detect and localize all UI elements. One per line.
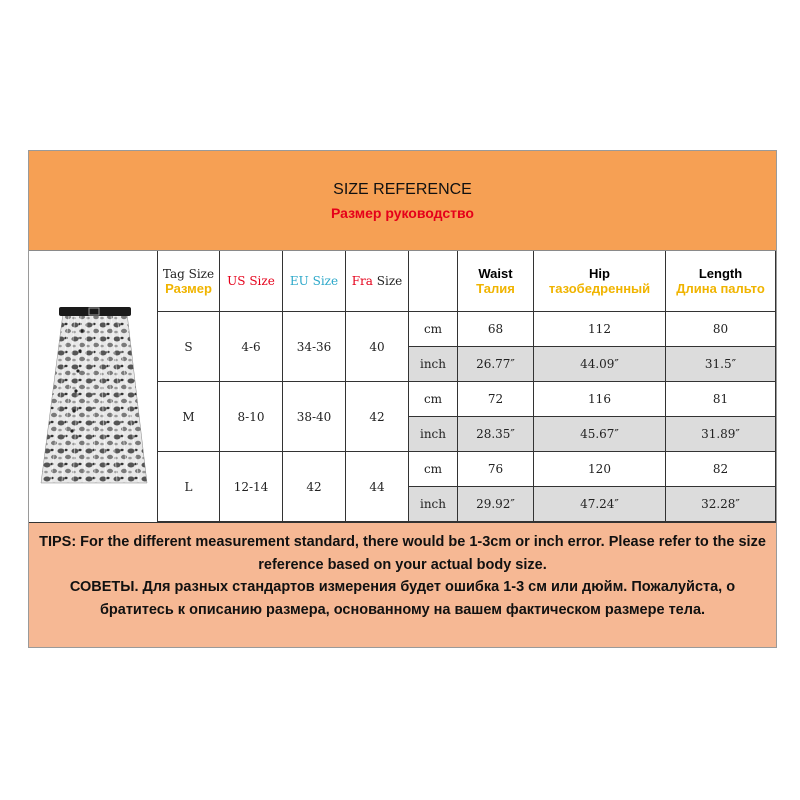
row-l-inch-unit: inch	[409, 487, 458, 522]
row-l-us: 12-14	[220, 452, 283, 522]
tips-russian: СОВЕТЫ. Для разных стандартов измерения будет ошибка 1-3 см или дюйм. Пожалуйста, о братитесь к описанию размера, основанному на вашем фактическом размере тела.	[69, 579, 736, 618]
row-s-inch-hip: 44.09″	[534, 347, 666, 382]
row-m-eu: 38-40	[283, 382, 346, 452]
header-hip-label: Hip	[589, 266, 610, 281]
row-s-inch-length: 31.5″	[666, 347, 776, 382]
chart-title: SIZE REFERENCE	[333, 181, 472, 198]
header-length-ru: Длина пальто	[676, 281, 765, 296]
tips-box	[29, 522, 776, 647]
header-us-size: US Size	[220, 251, 283, 312]
header-fra-size	[346, 251, 409, 312]
row-l-inch-waist: 29.92″	[458, 487, 534, 522]
row-s-inch-waist: 26.77″	[458, 347, 534, 382]
skirt-image	[29, 251, 158, 522]
row-s-cm-waist: 68	[458, 312, 534, 347]
size-chart	[28, 150, 777, 648]
row-m-cm-waist: 72	[458, 382, 534, 417]
header-waist-ru: Талия	[476, 281, 515, 296]
row-m-tag: M	[158, 382, 220, 452]
row-m-inch-unit: inch	[409, 417, 458, 452]
tips-english: TIPS: For the different measurement standard, there would be 1-3cm or inch error. Please refer to the size reference based on your actual body size.	[39, 534, 766, 573]
row-s-eu: 34-36	[283, 312, 346, 382]
header-unit	[409, 251, 458, 312]
row-m-cm-length: 81	[666, 382, 776, 417]
chart-header	[29, 151, 776, 251]
row-m-inch-waist: 28.35″	[458, 417, 534, 452]
row-m-inch-length: 31.89″	[666, 417, 776, 452]
pleated-skirt-picture	[29, 251, 157, 521]
header-hip-ru: тазобедренный	[548, 281, 651, 296]
header-length-label: Length	[698, 266, 743, 281]
row-l-tag: L	[158, 452, 220, 522]
header-size-word: Size	[376, 274, 403, 288]
header-waist-label: Waist	[478, 266, 513, 281]
row-s-fra: 40	[346, 312, 409, 382]
row-m-us: 8-10	[220, 382, 283, 452]
row-s-cm-unit: cm	[409, 312, 458, 347]
row-s-cm-length: 80	[666, 312, 776, 347]
row-m-cm-unit: cm	[409, 382, 458, 417]
row-s-inch-unit: inch	[409, 347, 458, 382]
header-eu-size: EU Size	[283, 251, 346, 312]
chart-subtitle: Размер руководство	[331, 205, 474, 221]
row-l-cm-hip: 120	[534, 452, 666, 487]
row-l-cm-waist: 76	[458, 452, 534, 487]
row-l-cm-unit: cm	[409, 452, 458, 487]
row-l-inch-length: 32.28″	[666, 487, 776, 522]
header-tag-size	[158, 251, 220, 312]
header-tag-size-ru: Размер	[165, 280, 212, 296]
header-length	[666, 251, 776, 312]
row-l-inch-hip: 47.24″	[534, 487, 666, 522]
row-s-us: 4-6	[220, 312, 283, 382]
header-fra-label: Fra	[351, 274, 373, 288]
row-l-eu: 42	[283, 452, 346, 522]
row-m-fra: 42	[346, 382, 409, 452]
size-table	[158, 251, 776, 522]
row-s-cm-hip: 112	[534, 312, 666, 347]
row-l-fra: 44	[346, 452, 409, 522]
row-m-cm-hip: 116	[534, 382, 666, 417]
row-s-tag: S	[158, 312, 220, 382]
header-waist	[458, 251, 534, 312]
row-m-inch-hip: 45.67″	[534, 417, 666, 452]
header-tag-size-label: Tag Size	[162, 266, 215, 281]
header-hip	[534, 251, 666, 312]
row-l-cm-length: 82	[666, 452, 776, 487]
